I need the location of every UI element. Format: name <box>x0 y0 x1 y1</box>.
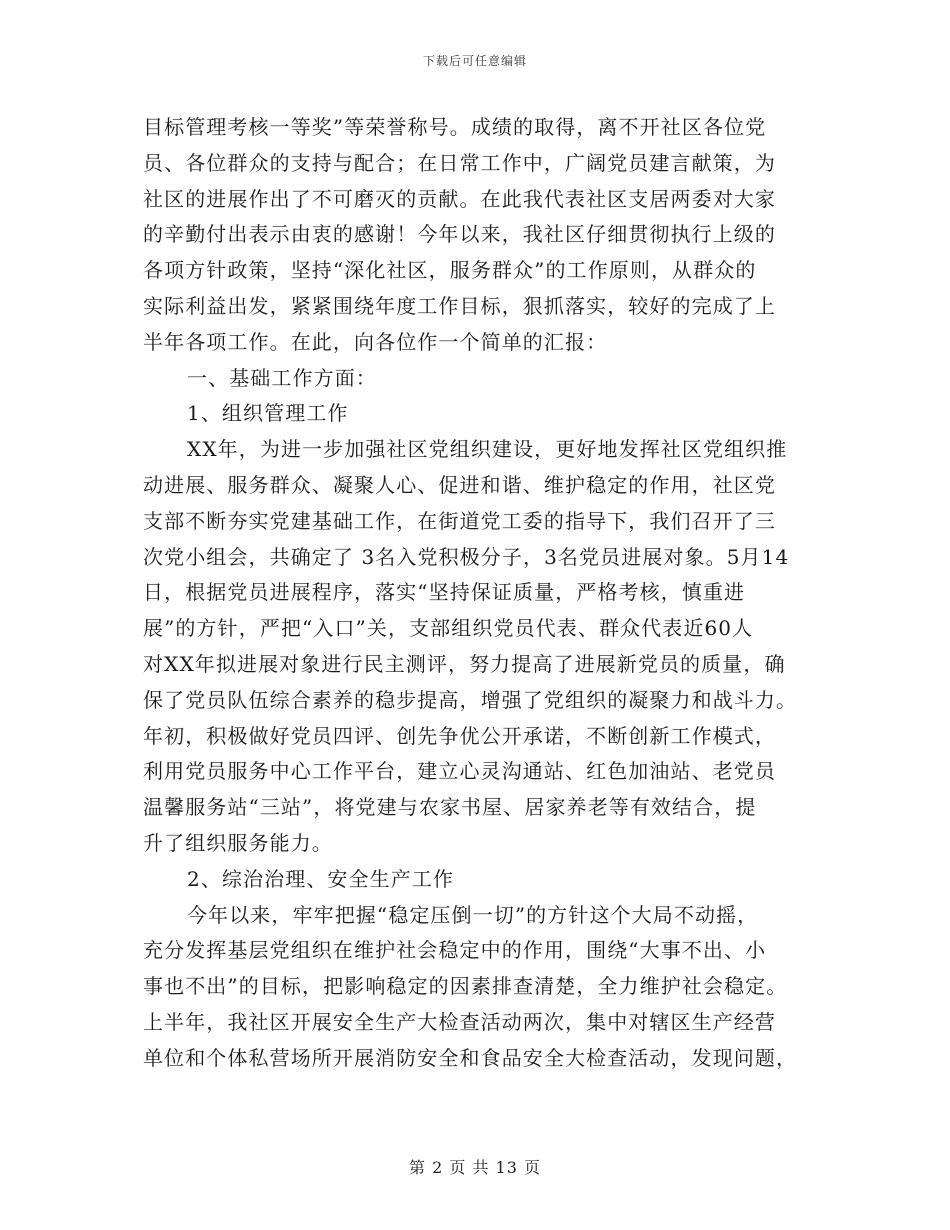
page-header: 下载后可任意编辑 <box>422 54 527 68</box>
paragraph-line: 实际利益出发，紧紧围绕年度工作目标，狠抓落实，较好的完成了上 <box>143 293 776 318</box>
paragraph-line: 一、基础工作方面： <box>187 365 377 390</box>
paragraph-line: 支部不断夯实党建基础工作，在街道党工委的指导下，我们召开了三 <box>143 508 776 533</box>
paragraph-line: XX年，为进一步加强社区党组织建设，更好地发挥社区党组织推 <box>187 437 788 462</box>
paragraph-line: 充分发挥基层党组织在维护社会稳定中的作用，围绕“大事不出、小 <box>143 938 767 963</box>
paragraph-line: 利用党员服务中心工作平台，建立心灵沟通站、红色加油站、老党员 <box>143 759 776 784</box>
paragraph-line: 上半年，我社区开展安全生产大检查活动两次，集中对辖区生产经营 <box>143 1009 776 1034</box>
paragraph-line: 社区的进展作出了不可磨灭的贡献。在此我代表社区支居两委对大家 <box>143 186 776 211</box>
paragraph-line: 年初，积极做好党员四评、创先争优公开承诺，不断创新工作模式， <box>143 723 776 748</box>
paragraph-line: 今年以来，牢牢把握“稳定压倒一切”的方针这个大局不动摇， <box>187 902 759 927</box>
paragraph-line: 各项方针政策，坚持“深化社区，服务群众”的工作原则，从群众的 <box>143 258 757 283</box>
paragraph-line: 员、各位群众的支持与配合；在日常工作中，广阔党员建言献策，为 <box>143 150 776 175</box>
page-number-footer: 第 2 页 共 13 页 <box>409 1158 541 1177</box>
paragraph-line: 目标管理考核一等奖”等荣誉称号。成绩的取得，离不开社区各位党 <box>143 115 767 139</box>
paragraph-line: 升了组织服务能力。 <box>143 830 333 855</box>
paragraph-line: 单位和个体私营场所开展消防安全和食品安全大检查活动，发现问题， <box>143 1045 798 1070</box>
paragraph-line: 日，根据党员进展程序，落实“坚持保证质量，严格考核，慎重进 <box>143 580 746 605</box>
paragraph-line: 1、组织管理工作 <box>187 401 349 426</box>
paragraph-line: 动进展、服务群众、凝聚人心、促进和谐、维护稳定的作用，社区党 <box>143 472 776 497</box>
paragraph-line: 温馨服务站“三站”，将党建与农家书屋、居家养老等有效结合，提 <box>143 795 757 820</box>
paragraph-line: 对XX年拟进展对象进行民主测评，努力提高了进展新党员的质量，确 <box>143 651 786 676</box>
paragraph-line: 半年各项工作。在此，向各位作一个简单的汇报： <box>143 329 608 354</box>
paragraph-line: 次党小组会，共确定了 3名入党积极分子，3名党员进展对象。5月14 <box>143 544 790 569</box>
document-body <box>143 110 808 1077</box>
paragraph-line: 事也不出”的目标，把影响稳定的因素排查清楚，全力维护社会稳定。 <box>143 974 788 999</box>
paragraph-line: 保了党员队伍综合素养的稳步提高，增强了党组织的凝聚力和战斗力。 <box>143 687 798 712</box>
paragraph-line: 2、综治治理、安全生产工作 <box>187 866 455 891</box>
paragraph-line: 的辛勤付出表示由衷的感谢！今年以来，我社区仔细贯彻执行上级的 <box>143 222 776 247</box>
paragraph-line: 展”的方针，严把“入口”关，支部组织党员代表、群众代表近60人 <box>143 616 754 641</box>
